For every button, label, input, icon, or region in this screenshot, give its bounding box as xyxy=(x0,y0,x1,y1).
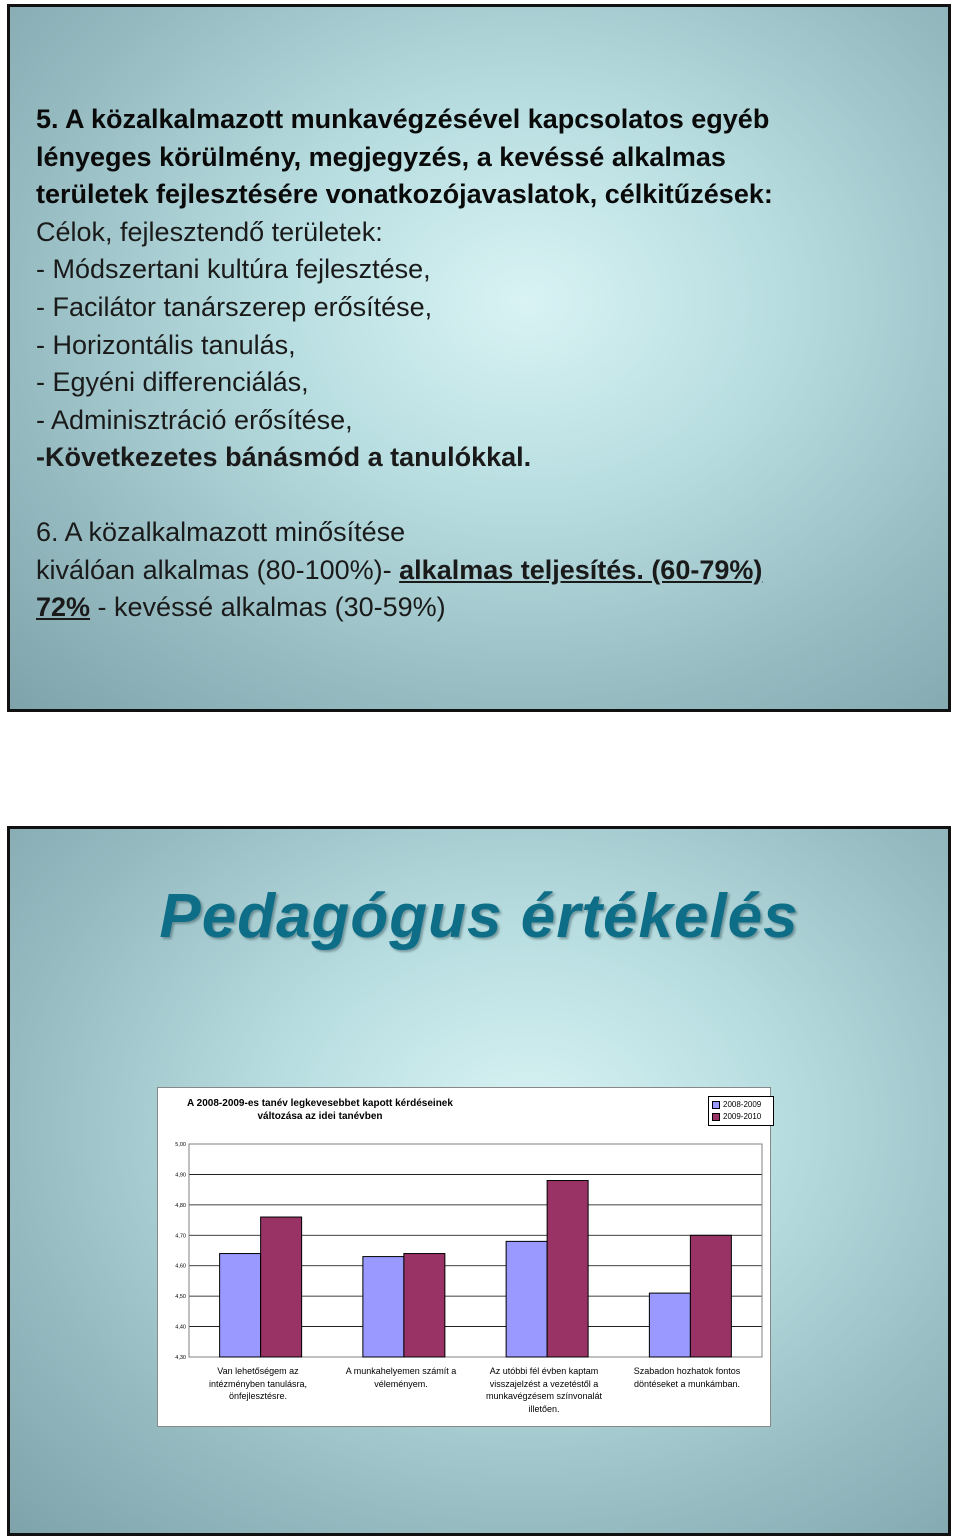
section5-heading-line-2: lényeges körülmény, megjegyzés, a kevéssé alkalmas xyxy=(36,141,726,172)
bar-2008-2009-4 xyxy=(649,1293,690,1357)
slide-2 xyxy=(7,826,951,1536)
y-tick-label: 4,50 xyxy=(175,1294,186,1301)
goal-item-4: - Egyéni differenciálás, xyxy=(36,367,309,398)
rating-percent: 72% xyxy=(36,592,91,623)
y-tick-label: 4,40 xyxy=(175,1324,186,1331)
goal-item-5: - Adminisztráció erősítése, xyxy=(36,404,353,435)
category-label-2: A munkahelyemen számít a véleményem. xyxy=(345,1366,457,1389)
legend-label-2: 2009-2010 xyxy=(723,1112,762,1121)
section5-heading-line-3: területek fejlesztésére vonatkozójavaslatok, célkitűzések: xyxy=(36,179,773,210)
rating-prefix: kiválóan alkalmas (80-100%)- xyxy=(36,554,400,585)
slide-1-text xyxy=(36,101,936,627)
goal-item-1: - Módszertani kultúra fejlesztése, xyxy=(36,254,431,285)
goals-label: Célok, fejlesztendő területek: xyxy=(36,216,383,247)
category-label-3: Az utóbbi fél évben kaptam visszajelzést a vezetéstől a munkavégzésem színvonalát illetően. xyxy=(485,1366,603,1414)
bar-2009-2010-2 xyxy=(404,1254,445,1357)
section6-title: 6. A közalkalmazott minősítése xyxy=(36,516,406,547)
section5-heading-line-1: 5. A közalkalmazott munkavégzésével kapcsolatos egyéb xyxy=(36,104,770,134)
category-label-1: Van lehetőségem az intézményben tanulásra, önfejlesztésre. xyxy=(208,1366,308,1401)
goal-item-3: - Horizontális tanulás, xyxy=(36,329,296,360)
rating-line xyxy=(36,552,936,590)
goal-item-2: - Facilátor tanárszerep erősítése, xyxy=(36,291,433,322)
rating-suffix: - kevéssé alkalmas (30-59%) xyxy=(90,592,446,623)
chart-title: A 2008-2009-es tanév legkevesebbet kapott kérdéseinek változása az idei tanévben xyxy=(187,1098,453,1122)
y-tick-label: 4,70 xyxy=(175,1233,186,1240)
legend-item-2008-2009 xyxy=(712,1099,770,1111)
y-tick-label: 5,00 xyxy=(175,1142,186,1148)
category-label-4: Szabadon hozhatok fontos döntéseket a munkámban. xyxy=(633,1366,741,1389)
goal-item-6: -Következetes bánásmód a tanulókkal. xyxy=(36,442,532,473)
legend-swatch-1 xyxy=(712,1101,720,1109)
rating-selected: alkalmas teljesítés. (60-79%) xyxy=(399,554,763,585)
legend-label-1: 2008-2009 xyxy=(723,1100,762,1109)
slide-1 xyxy=(7,4,951,712)
chart-legend xyxy=(708,1096,774,1126)
bar-2009-2010-3 xyxy=(547,1181,588,1357)
bar-2009-2010-4 xyxy=(690,1235,731,1357)
bar-2008-2009-1 xyxy=(220,1254,261,1357)
y-tick-label: 4,30 xyxy=(175,1355,186,1361)
y-tick-label: 4,60 xyxy=(175,1263,186,1270)
y-tick-label: 4,80 xyxy=(175,1202,186,1209)
y-tick-label: 4,90 xyxy=(175,1172,186,1179)
bar-2008-2009-3 xyxy=(506,1241,547,1357)
slide-2-title: Pedagógus értékelés xyxy=(159,882,799,951)
legend-swatch-2 xyxy=(712,1113,720,1121)
bar-2008-2009-2 xyxy=(363,1257,404,1357)
legend-item-2009-2010 xyxy=(712,1111,770,1123)
bar-chart xyxy=(157,1087,771,1427)
bar-2009-2010-1 xyxy=(261,1217,302,1357)
rating-line-2 xyxy=(36,589,936,627)
